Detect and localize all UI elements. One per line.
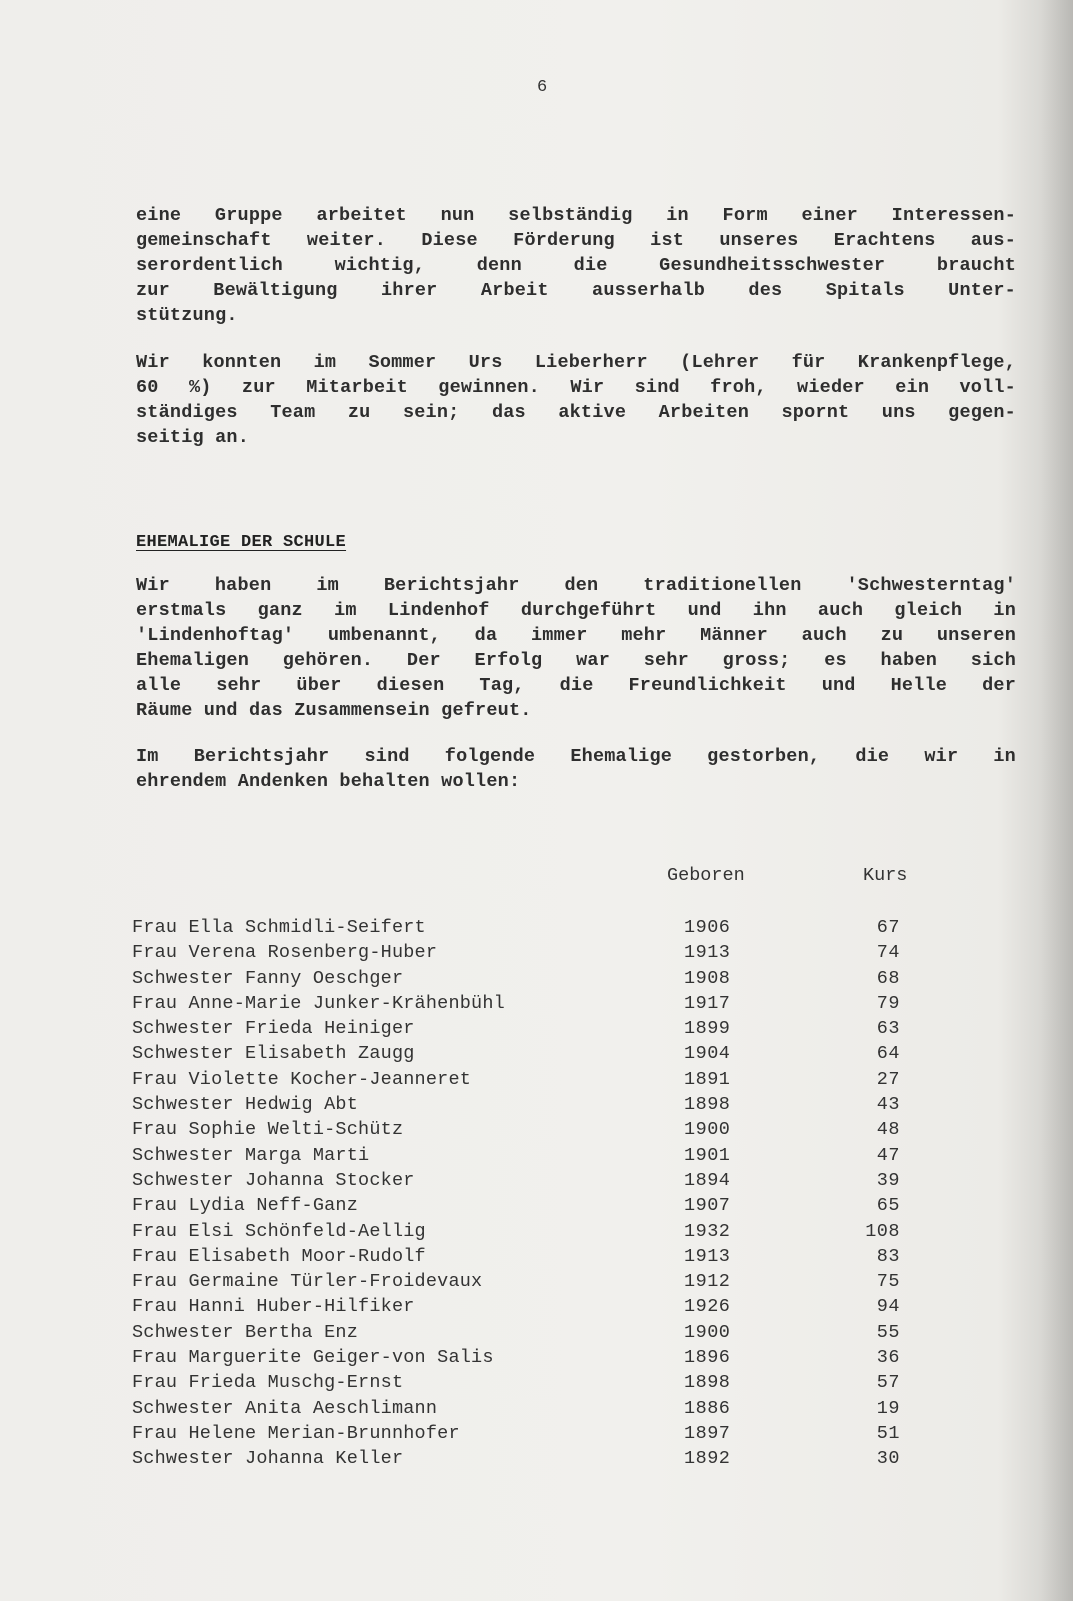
- cell-born: 1904: [684, 1043, 731, 1065]
- cell-name: Schwester Elisabeth Zaugg: [132, 1043, 415, 1065]
- text-line: alle sehr über diesen Tag, die Freundlichkeit und Helle der: [136, 675, 1016, 696]
- text-line: Räume und das Zusammensein gefreut.: [136, 700, 532, 721]
- section-heading: EHEMALIGE DER SCHULE: [136, 533, 347, 552]
- cell-kurs: 36: [876, 1347, 900, 1369]
- table-row: [132, 1219, 932, 1244]
- cell-name: Frau Germaine Türler-Froidevaux: [132, 1271, 483, 1293]
- cell-kurs: 108: [865, 1220, 900, 1242]
- cell-name: Schwester Johanna Stocker: [132, 1169, 415, 1191]
- cell-born: 1898: [684, 1094, 731, 1116]
- table-row: [132, 1396, 932, 1421]
- cell-name: Frau Helene Merian-Brunnhofer: [132, 1422, 460, 1444]
- text-line: gemeinschaft weiter. Diese Förderung ist unseres Erachtens aus-: [136, 230, 1016, 251]
- cell-kurs: 64: [876, 1043, 900, 1065]
- cell-name: Schwester Fanny Oeschger: [132, 967, 404, 989]
- cell-born: 1897: [684, 1422, 731, 1444]
- cell-kurs: 39: [876, 1169, 900, 1191]
- cell-name: Schwester Anita Aeschlimann: [132, 1397, 438, 1419]
- table-row: [132, 1193, 932, 1218]
- table-header: [132, 865, 932, 915]
- table-body: [132, 915, 932, 1472]
- table-row: [132, 1041, 932, 1066]
- cell-kurs: 27: [876, 1068, 900, 1090]
- table-row: [132, 1244, 932, 1269]
- cell-born: 1892: [684, 1448, 731, 1470]
- cell-born: 1891: [684, 1068, 731, 1090]
- cell-born: 1906: [684, 917, 731, 938]
- cell-born: 1901: [684, 1144, 731, 1166]
- cell-name: Schwester Frieda Heiniger: [132, 1018, 415, 1040]
- cell-name: Frau Verena Rosenberg-Huber: [132, 942, 438, 964]
- text-line: Ehemaligen gehören. Der Erfolg war sehr gross; es haben sich: [136, 650, 1016, 671]
- cell-name: Frau Marguerite Geiger-von Salis: [132, 1347, 494, 1369]
- cell-name: Frau Violette Kocher-Jeanneret: [132, 1068, 472, 1090]
- table-row: [132, 940, 932, 965]
- cell-born: 1886: [684, 1397, 731, 1419]
- table-row: [132, 1421, 932, 1446]
- cell-name: Frau Hanni Huber-Hilfiker: [132, 1296, 415, 1318]
- cell-kurs: 74: [876, 942, 900, 964]
- cell-born: 1894: [684, 1169, 731, 1191]
- cell-kurs: 83: [876, 1245, 900, 1267]
- paragraph-team: [136, 350, 1016, 450]
- text-line: erstmals ganz im Lindenhof durchgeführt und ihn auch gleich in: [136, 600, 1016, 621]
- cell-kurs: 67: [876, 917, 900, 938]
- cell-kurs: 47: [876, 1144, 900, 1166]
- cell-name: Schwester Hedwig Abt: [132, 1094, 359, 1116]
- text-line: ehrendem Andenken behalten wollen:: [136, 771, 521, 792]
- text-line: Im Berichtsjahr sind folgende Ehemalige gestorben, die wir in: [136, 746, 1016, 767]
- text-line: stützung.: [136, 305, 238, 326]
- text-line: 'Lindenhoftag' umbenannt, da immer mehr Männer auch zu unseren: [136, 625, 1016, 646]
- table-row: [132, 1320, 932, 1345]
- cell-name: Schwester Marga Marti: [132, 1144, 370, 1166]
- table-row: [132, 966, 932, 991]
- cell-kurs: 68: [876, 967, 900, 989]
- cell-name: Frau Ella Schmidli-Seifert: [132, 917, 426, 938]
- cell-name: Frau Sophie Welti-Schütz: [132, 1119, 404, 1141]
- table-row: [132, 1143, 932, 1168]
- cell-name: Schwester Johanna Keller: [132, 1448, 404, 1470]
- table-row: [132, 1446, 932, 1471]
- cell-kurs: 65: [876, 1195, 900, 1217]
- cell-kurs: 55: [876, 1321, 900, 1343]
- text-line: serordentlich wichtig, denn die Gesundheitsschwester braucht: [136, 255, 1016, 276]
- cell-born: 1900: [684, 1321, 731, 1343]
- cell-born: 1907: [684, 1195, 731, 1217]
- cell-kurs: 79: [876, 992, 900, 1014]
- table-row: [132, 1345, 932, 1370]
- text-line: zur Bewältigung ihrer Arbeit ausserhalb des Spitals Unter-: [136, 280, 1016, 301]
- text-line: eine Gruppe arbeitet nun selbständig in Form einer Interessen-: [136, 205, 1016, 226]
- paragraph-memoriam: [136, 744, 1016, 794]
- cell-kurs: 30: [876, 1448, 900, 1470]
- column-header-born: Geboren: [667, 865, 745, 886]
- cell-born: 1926: [684, 1296, 731, 1318]
- table-row: [132, 1168, 932, 1193]
- table-row: [132, 1370, 932, 1395]
- table-row: [132, 1067, 932, 1092]
- cell-name: Frau Frieda Muschg-Ernst: [132, 1372, 404, 1394]
- cell-kurs: 63: [876, 1018, 900, 1040]
- text-line: Wir konnten im Sommer Urs Lieberherr (Lehrer für Krankenpflege,: [136, 352, 1016, 373]
- table-row: [132, 991, 932, 1016]
- cell-born: 1913: [684, 1245, 731, 1267]
- cell-kurs: 51: [876, 1422, 900, 1444]
- table-row: [132, 1016, 932, 1041]
- cell-born: 1896: [684, 1347, 731, 1369]
- cell-name: Schwester Bertha Enz: [132, 1321, 359, 1343]
- cell-born: 1913: [684, 942, 731, 964]
- page-number: 6: [537, 78, 548, 97]
- cell-name: Frau Anne-Marie Junker-Krähenbühl: [132, 992, 505, 1014]
- column-header-kurs: Kurs: [863, 865, 908, 886]
- cell-kurs: 75: [876, 1271, 900, 1293]
- text-line: Wir haben im Berichtsjahr den traditionellen 'Schwesterntag': [136, 575, 1016, 596]
- paragraph-support: [136, 203, 1016, 328]
- text-line: seitig an.: [136, 427, 250, 448]
- text-line: ständiges Team zu sein; das aktive Arbeiten spornt uns gegen-: [136, 402, 1016, 423]
- cell-name: Frau Elisabeth Moor-Rudolf: [132, 1245, 426, 1267]
- paragraph-lindenhoftag: [136, 573, 1016, 723]
- cell-born: 1912: [684, 1271, 731, 1293]
- table-row: [132, 1269, 932, 1294]
- text-line: 60 %) zur Mitarbeit gewinnen. Wir sind froh, wieder ein voll-: [136, 377, 1016, 398]
- cell-born: 1898: [684, 1372, 731, 1394]
- cell-born: 1932: [684, 1220, 731, 1242]
- cell-kurs: 19: [876, 1397, 900, 1419]
- cell-name: Frau Lydia Neff-Ganz: [132, 1195, 359, 1217]
- cell-name: Frau Elsi Schönfeld-Aellig: [132, 1220, 426, 1242]
- cell-kurs: 48: [876, 1119, 900, 1141]
- cell-kurs: 57: [876, 1372, 900, 1394]
- table-row: [132, 1117, 932, 1142]
- cell-kurs: 94: [876, 1296, 900, 1318]
- cell-born: 1908: [684, 967, 731, 989]
- table-row: [132, 1294, 932, 1319]
- deceased-alumni-table: [132, 865, 932, 1472]
- table-row: [132, 1092, 932, 1117]
- cell-born: 1917: [684, 992, 731, 1014]
- cell-kurs: 43: [876, 1094, 900, 1116]
- table-row: [132, 915, 932, 940]
- cell-born: 1899: [684, 1018, 731, 1040]
- cell-born: 1900: [684, 1119, 731, 1141]
